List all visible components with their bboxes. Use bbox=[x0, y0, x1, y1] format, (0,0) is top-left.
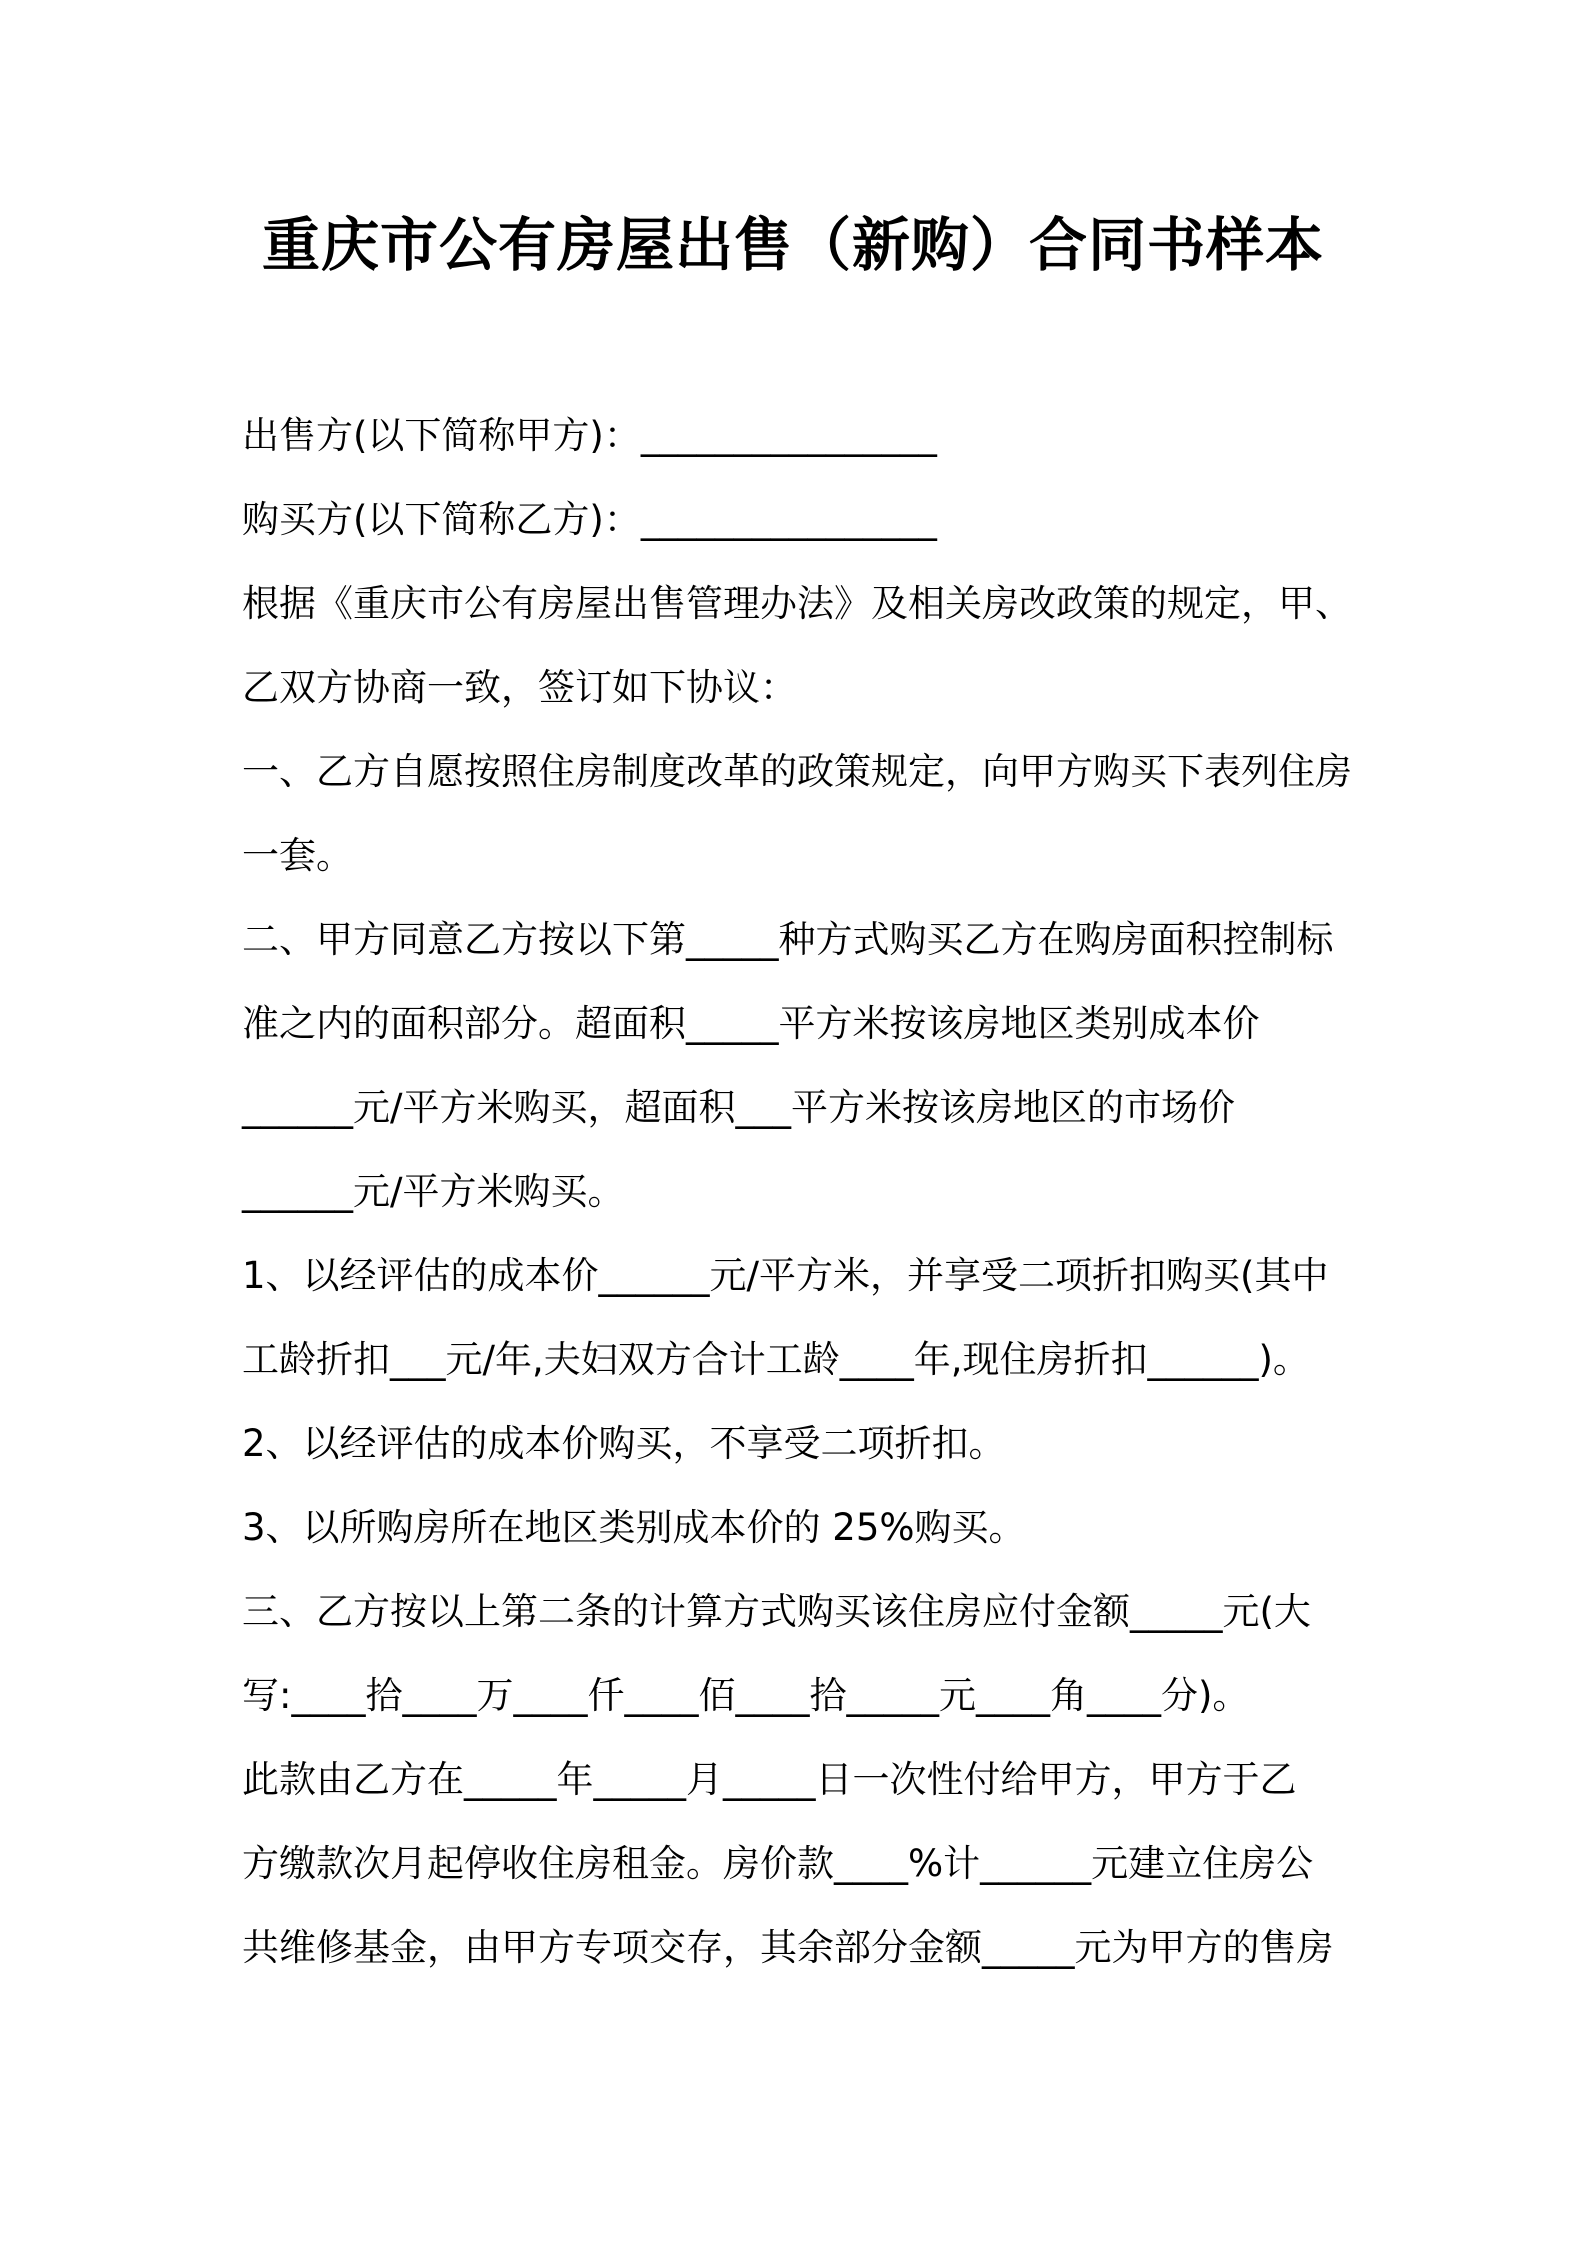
text-line: 写:____拾____万____仟____佰____拾_____元____角____分)。 bbox=[242, 1674, 1250, 1717]
text-line: 1、以经评估的成本价______元/平方米，并享受二项折扣购买(其中 bbox=[242, 1254, 1329, 1297]
text-line: 共维修基金，由甲方专项交存，其余部分金额_____元为甲方的售房 bbox=[242, 1926, 1334, 1969]
text-line: 乙双方协商一致，签订如下协议： bbox=[242, 666, 797, 709]
text-line: 工龄折扣___元/年,夫妇双方合计工龄____年,现住房折扣______)。 bbox=[242, 1338, 1310, 1381]
text-line: 购买方(以下简称乙方)：________________ bbox=[242, 498, 937, 541]
text-line: 一、乙方自愿按照住房制度改革的政策规定，向甲方购买下表列住房 bbox=[242, 750, 1352, 793]
text-line: 一套。 bbox=[242, 834, 353, 877]
text-line: 出售方(以下简称甲方)：________________ bbox=[242, 414, 937, 457]
text-line: 此款由乙方在_____年_____月_____日一次性付给甲方，甲方于乙 bbox=[242, 1758, 1297, 1801]
text-line: 根据《重庆市公有房屋出售管理办法》及相关房改政策的规定，甲、 bbox=[242, 582, 1352, 625]
text-line: 三、乙方按以上第二条的计算方式购买该住房应付金额_____元(大 bbox=[242, 1590, 1311, 1633]
text-line: ______元/平方米购买。 bbox=[242, 1170, 625, 1213]
document-title: 重庆市公有房屋出售（新购）合同书样本 bbox=[261, 211, 1324, 279]
text-line: 2、以经评估的成本价购买，不享受二项折扣。 bbox=[242, 1422, 1006, 1465]
text-line: ______元/平方米购买，超面积___平方米按该房地区的市场价 bbox=[242, 1086, 1235, 1129]
text-line: 二、甲方同意乙方按以下第_____种方式购买乙方在购房面积控制标 bbox=[242, 918, 1334, 961]
text-line: 3、以所购房所在地区类别成本价的 25%购买。 bbox=[242, 1506, 1026, 1549]
text-line: 方缴款次月起停收住房租金。房价款____%计______元建立住房公 bbox=[242, 1842, 1314, 1885]
text-line: 准之内的面积部分。超面积_____平方米按该房地区类别成本价 bbox=[242, 1002, 1260, 1045]
document-body bbox=[242, 404, 1362, 2000]
